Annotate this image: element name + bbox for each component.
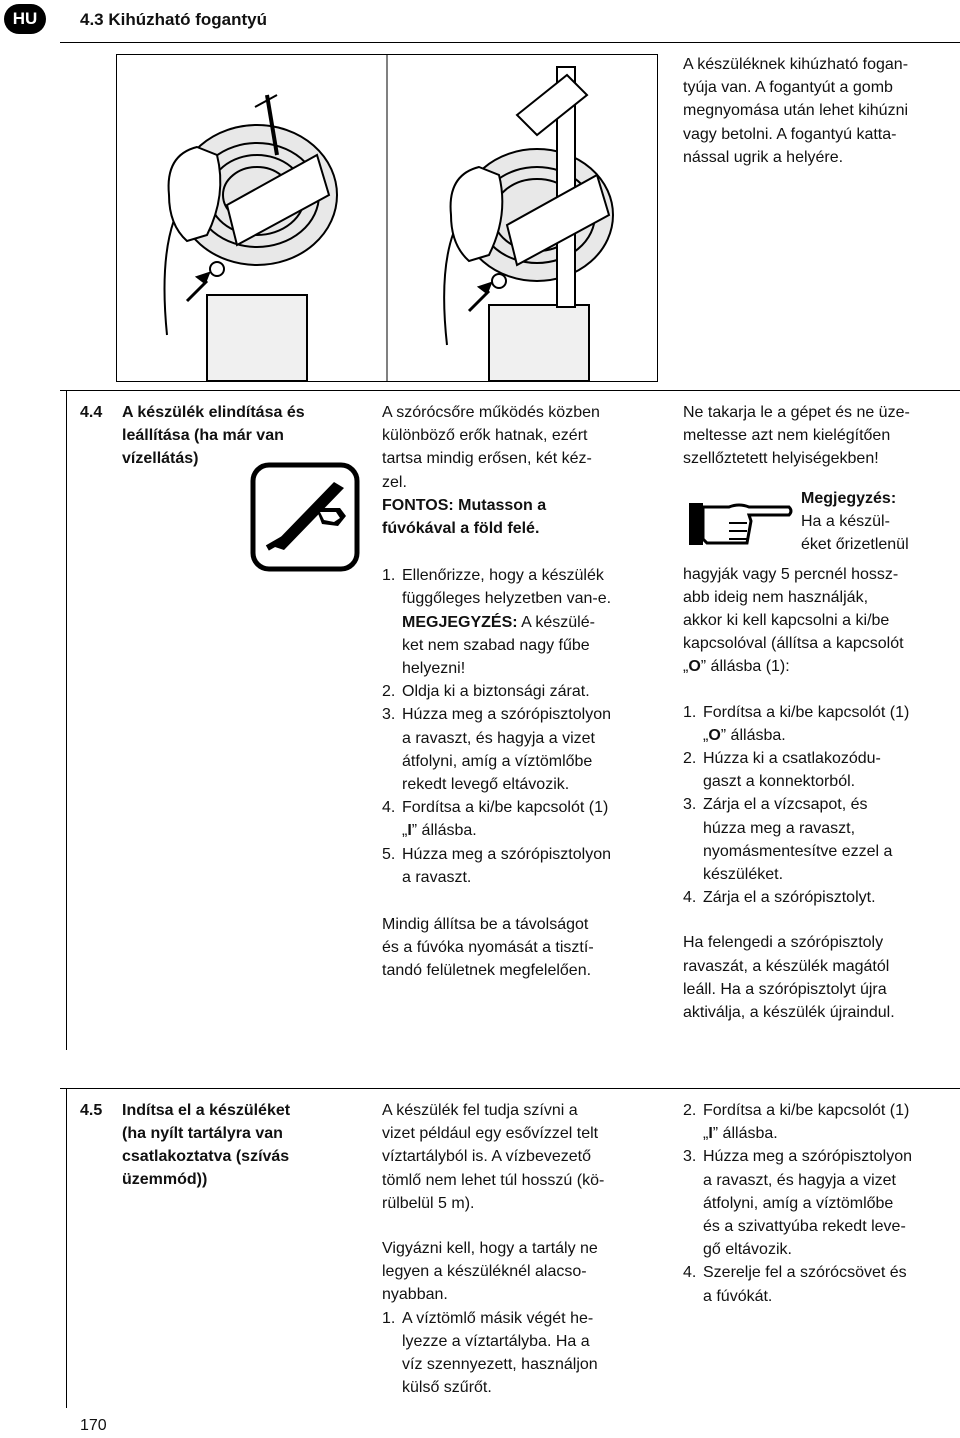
step-number: 3. — [683, 1148, 697, 1166]
suction-steps-list — [382, 1307, 672, 1400]
page-number: 170 — [80, 1417, 107, 1434]
list-item — [382, 564, 672, 610]
step-number: 1. — [382, 1309, 396, 1327]
step-text-end: ” állásba. — [411, 822, 477, 840]
note-text: hagyják vagy 5 percnél hossz- abb ideig nem használják, akkor ki kell kapcsolni a ki/be kapcsolóval (állítsa a kapcsolót „ — [683, 565, 904, 676]
shutdown-note — [683, 563, 955, 679]
suction-intro: A készülék fel tudja szívni a vizet például egy esővízzel telt víztartályból is. A vízbevezető tömlő nem lehet túl hosszú (kö- rülbelül 5 m). — [382, 1102, 605, 1212]
list-item — [382, 680, 672, 703]
note-text: A készülé- ket nem szabad nagy fűbe helyezni! — [402, 613, 595, 678]
list-item — [382, 843, 672, 889]
tank-caution: Vigyázni kell, hogy a tartály ne legyen a készüléknél alacso- nyabban. — [382, 1240, 598, 1304]
step-text: Fordítsa a ki/be kapcsolót (1) „ — [402, 799, 609, 840]
important-text: : Mutasson a fúvókával a föld felé. — [382, 496, 547, 538]
spray-lance-forces-text: A szórócsőre működés közben különböző erők hatnak, ezért tartsa mindig erősen, két kéz- zel. — [382, 404, 600, 491]
section-4-4-column-2 — [382, 401, 672, 983]
section-title-4-4: A készülék elindítása és leállítása (ha már van vízellátás) — [122, 404, 305, 467]
step-number: 2. — [382, 683, 396, 701]
section-rule-4-5 — [60, 1088, 960, 1089]
step-text: Oldja ki a biztonsági zárat. — [402, 683, 590, 701]
grass-note — [382, 611, 672, 681]
step-text: Zárja el a vízcsapot, és húzza meg a ravaszt, nyomásmentesítve ezzel a készüléket. — [703, 796, 893, 884]
margin-rule-4-5 — [66, 1088, 67, 1408]
section-title-4-3: 4.3 Kihúzható fogantyú — [80, 10, 267, 29]
list-item — [683, 793, 955, 886]
important-label: FONTOS — [382, 496, 449, 514]
list-item — [683, 886, 955, 909]
language-badge: HU — [4, 4, 46, 34]
step-text: Ellenőrizze, hogy a készülék függőleges helyzetben van-e. — [402, 567, 612, 608]
step-number: 1. — [683, 703, 697, 721]
note-label: MEGJEGYZÉS: — [402, 613, 518, 631]
pointing-hand-icon — [689, 499, 793, 551]
note-short-text: Ha a készül- éket őrizetlenül — [801, 512, 909, 553]
suction-steps-list-cont — [683, 1099, 955, 1308]
switch-position: O — [708, 726, 721, 744]
section-title-4-5: Indítsa el a készüléket (ha nyílt tartályra van csatlakoztatva (szívás üzemmód)) — [122, 1102, 291, 1188]
step-number: 2. — [683, 1102, 697, 1119]
start-steps-list — [382, 564, 672, 889]
section-4-5-column-2 — [382, 1099, 672, 1399]
list-item — [683, 1145, 955, 1261]
step-text: Zárja el a szórópisztolyt. — [703, 889, 876, 907]
section-number-4-4: 4.4 — [80, 404, 103, 421]
list-item — [382, 796, 672, 842]
note-label: Megjegyzés: — [801, 489, 897, 507]
step-text: Húzza meg a szórópisztolyon a ravaszt. — [402, 845, 611, 886]
note-heading — [801, 487, 955, 510]
step-number: 4. — [683, 889, 697, 907]
step-text: Húzza ki a csatlakozódu- gaszt a konnektorból. — [703, 750, 881, 791]
trigger-release-note: Ha felengedi a szórópisztoly ravaszát, a készülék magától leáll. Ha a szórópisztolyt újra aktiválja, a készülék újraindul. — [683, 934, 895, 1022]
machine-handle-extended — [165, 95, 338, 381]
handle-description: A készüléknek kihúzható fogan- tyúja van. A fogantyút a gomb megnyomása után lehet kihúzni vagy betolni. A fogantyú katta- nással ugrik a helyére. — [683, 56, 909, 166]
important-notice — [382, 494, 672, 540]
step-number: 2. — [683, 750, 697, 768]
list-item — [382, 703, 672, 796]
list-item — [683, 747, 955, 793]
machine-handle-retracted — [444, 67, 613, 381]
spray-gun-warning-icon — [250, 462, 360, 572]
section-rule-4-4 — [60, 390, 960, 391]
step-number: 3. — [683, 796, 697, 814]
section-number-4-5: 4.5 — [80, 1102, 103, 1119]
step-text-end: ” állásba. — [712, 1125, 778, 1143]
step-text: Szerelje fel a szórócsövet és a fúvókát. — [703, 1264, 907, 1305]
note-text-end: ” állásba (1): — [700, 658, 790, 676]
ventilation-warning: Ne takarja le a gépet és ne üze- meltesse azt nem kielégítően szellőztetett helyiségekben! — [683, 404, 910, 468]
handle-illustration-frame — [116, 54, 658, 382]
step-text: Húzza meg a szórópisztolyon a ravaszt, és hagyja a vizet átfolyni, amíg a víztömlőbe és a szivattyúba rekedt leve- gő eltávozik. — [703, 1148, 912, 1259]
step-number: 5. — [382, 845, 396, 863]
step-text-end: ” állásba. — [720, 726, 786, 744]
list-item — [382, 1307, 672, 1400]
pressure-washer-illustration — [117, 55, 657, 381]
shutdown-steps-list — [683, 701, 955, 910]
section-4-5-column-3 — [683, 1099, 955, 1308]
switch-position: I — [708, 1125, 713, 1143]
distance-pressure-advice: Mindig állítsa be a távolságot és a fúvóka nyomását a tisztí- tandó felületnek megfelelően. — [382, 916, 594, 980]
step-number: 3. — [382, 706, 396, 724]
list-item — [683, 1261, 955, 1307]
note-block-header — [683, 489, 955, 563]
step-text: Húzza meg a szórópisztolyon a ravaszt, és hagyja a vizet átfolyni, amíg a víztömlőbe rekedt levegő eltávozik. — [402, 706, 611, 794]
header-rule — [60, 42, 960, 43]
step-number: 4. — [382, 799, 396, 817]
switch-position: I — [407, 822, 412, 840]
step-number: 4. — [683, 1264, 697, 1282]
section-4-4-column-3 — [683, 401, 955, 1024]
switch-position: O — [688, 658, 701, 676]
step-text: Fordítsa a ki/be kapcsolót (1) „ — [703, 1102, 910, 1143]
step-number: 1. — [382, 567, 396, 585]
step-text: A víztömlő másik végét he- lyezze a víztartályba. Ha a víz szennyezett, használjon külső szűrőt. — [402, 1309, 598, 1397]
list-item — [683, 701, 955, 747]
margin-rule-4-4 — [66, 390, 67, 1050]
step-text: Fordítsa a ki/be kapcsolót (1) „ — [703, 703, 910, 744]
list-item — [683, 1099, 955, 1145]
